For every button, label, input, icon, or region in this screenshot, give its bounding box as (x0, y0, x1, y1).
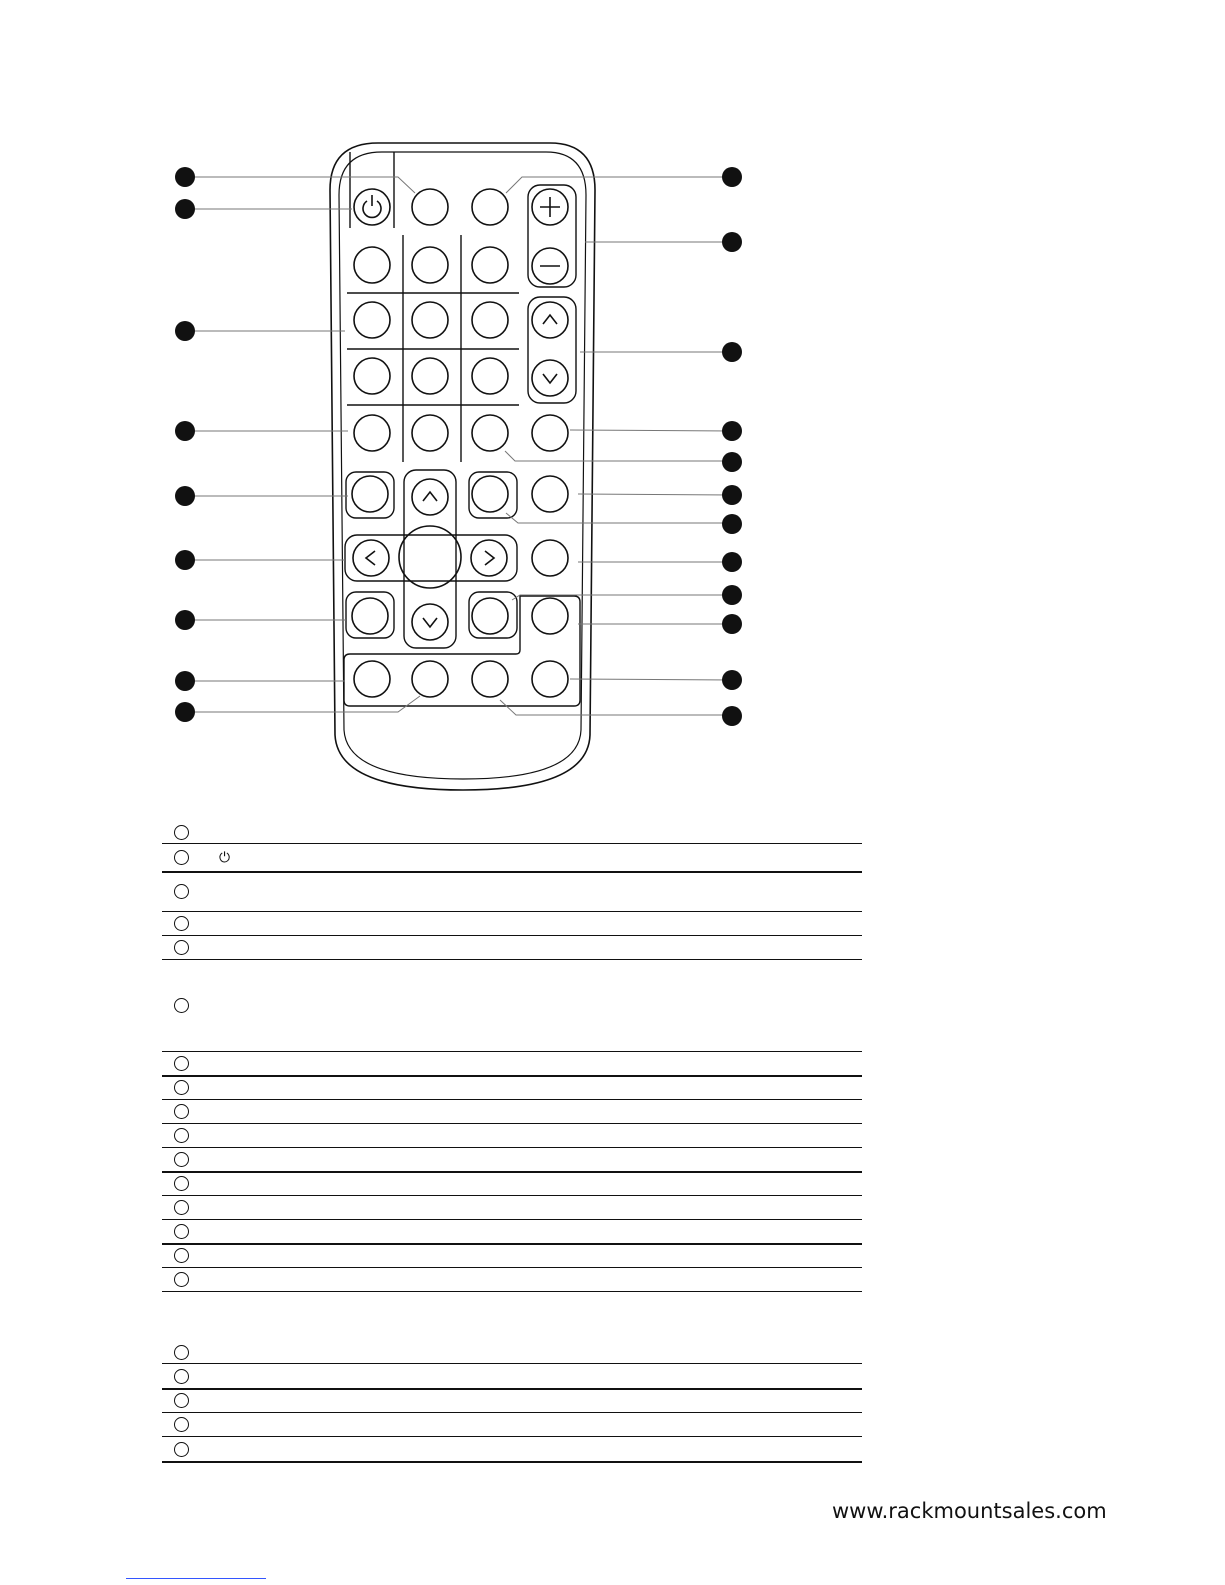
button-circle (412, 302, 448, 338)
volume-down-button[interactable] (532, 248, 568, 284)
function-button[interactable] (532, 661, 568, 697)
table-row (162, 1221, 862, 1243)
button-circle (532, 415, 568, 451)
row-divider (162, 1436, 862, 1437)
row-divider (162, 1291, 862, 1292)
callout-marker (175, 702, 195, 722)
row-number-circle (174, 1080, 189, 1095)
button-circle (354, 415, 390, 451)
remote-buttons (352, 189, 568, 697)
row-number-circle (174, 1128, 189, 1143)
remote-inner-outline (339, 152, 586, 779)
button-circle (472, 247, 508, 283)
row-number-circle (174, 1104, 189, 1119)
table-row (162, 822, 862, 843)
keypad-grid (347, 235, 519, 462)
callout-marker (175, 321, 195, 341)
callout-marker (175, 550, 195, 570)
table-row (162, 937, 862, 959)
table-row (162, 1173, 862, 1195)
function-button[interactable] (472, 661, 508, 697)
row-number-circle (174, 1417, 189, 1432)
remote-outline (330, 143, 595, 790)
callout-marker (175, 421, 195, 441)
digit-button[interactable] (472, 302, 508, 338)
digit-button[interactable] (472, 247, 508, 283)
table-row (162, 1269, 862, 1291)
row-number-circle (174, 1248, 189, 1263)
row-divider (162, 1099, 862, 1100)
function-button[interactable] (352, 598, 388, 634)
function-button[interactable] (532, 415, 568, 451)
table-row (162, 1438, 862, 1461)
button-circle (532, 476, 568, 512)
bottom-link-underline (126, 1578, 266, 1579)
callout-marker (175, 486, 195, 506)
button-circle (532, 302, 568, 338)
digit-button[interactable] (412, 415, 448, 451)
row-number-circle (174, 1369, 189, 1384)
callout-marker (722, 452, 742, 472)
table-row (162, 845, 862, 871)
button-circle (412, 661, 448, 697)
button-circle (472, 302, 508, 338)
row-divider (162, 1195, 862, 1196)
table-row (162, 1197, 862, 1219)
function-button[interactable] (472, 598, 508, 634)
button-circle (354, 247, 390, 283)
callout-markers (175, 167, 742, 726)
row-description: ⏻ (219, 849, 231, 865)
callout-marker (722, 342, 742, 362)
callout-marker (175, 199, 195, 219)
chevron-up-icon (543, 315, 557, 324)
plus-icon (540, 197, 560, 217)
callout-marker (175, 610, 195, 630)
table-row (162, 1414, 862, 1436)
digit-button[interactable] (354, 415, 390, 451)
chevron-right-icon (485, 551, 494, 565)
remote-control (330, 143, 595, 790)
input-button[interactable] (412, 189, 448, 225)
button-group-frame (345, 535, 517, 581)
digit-button[interactable] (412, 302, 448, 338)
row-divider (162, 911, 862, 912)
callout-marker (722, 232, 742, 252)
callout-marker (722, 614, 742, 634)
button-circle (412, 358, 448, 394)
button-circle (532, 661, 568, 697)
row-divider (162, 1123, 862, 1124)
menu-button[interactable] (472, 189, 508, 225)
button-circle (472, 476, 508, 512)
row-divider (162, 1051, 862, 1052)
digit-button[interactable] (354, 302, 390, 338)
callout-marker (722, 670, 742, 690)
button-circle (412, 247, 448, 283)
function-button[interactable] (532, 598, 568, 634)
table-row (162, 960, 862, 1051)
row-number-circle (174, 1224, 189, 1239)
table-row (162, 872, 862, 911)
nav-right-button[interactable] (471, 540, 507, 576)
button-circle (352, 598, 388, 634)
power-button[interactable] (354, 189, 390, 225)
button-circle (412, 189, 448, 225)
chevron-up-icon (423, 492, 437, 501)
callout-marker (722, 706, 742, 726)
table-row (162, 1053, 862, 1075)
row-divider (162, 1147, 862, 1148)
function-button[interactable] (532, 476, 568, 512)
button-circle (472, 189, 508, 225)
callout-marker (175, 671, 195, 691)
button-circle (412, 604, 448, 640)
function-button[interactable] (532, 540, 568, 576)
page-up-button[interactable] (532, 302, 568, 338)
button-groups (344, 152, 580, 706)
button-circle (354, 189, 390, 225)
chevron-down-icon (423, 618, 437, 627)
leader-line (578, 494, 732, 495)
volume-up-button[interactable] (532, 189, 568, 225)
digit-button[interactable] (412, 358, 448, 394)
function-button[interactable] (472, 476, 508, 512)
row-number-circle (174, 1152, 189, 1167)
chevron-down-icon (543, 374, 557, 383)
function-button[interactable] (352, 476, 388, 512)
callout-marker (722, 552, 742, 572)
callout-marker (175, 167, 195, 187)
nav-up-button[interactable] (412, 479, 448, 515)
button-circle (472, 598, 508, 634)
row-number-circle (174, 1393, 189, 1408)
button-circle (472, 358, 508, 394)
button-circle (353, 540, 389, 576)
row-divider (162, 1461, 862, 1463)
button-group-frame (346, 592, 394, 638)
table-row (162, 1149, 862, 1171)
function-button[interactable] (354, 661, 390, 697)
function-button[interactable] (412, 661, 448, 697)
row-number-circle (174, 998, 189, 1013)
button-circle (532, 540, 568, 576)
button-circle (354, 358, 390, 394)
button-group-frame (346, 472, 394, 518)
button-circle (471, 540, 507, 576)
row-number-circle (174, 940, 189, 955)
nav-down-button[interactable] (412, 604, 448, 640)
table-row (162, 1245, 862, 1267)
row-number-circle (174, 1200, 189, 1215)
row-divider (162, 935, 862, 936)
table-row (162, 1077, 862, 1099)
button-circle (354, 302, 390, 338)
row-number-circle (174, 884, 189, 899)
table-row (162, 1101, 862, 1123)
button-circle (354, 661, 390, 697)
table-row (162, 1366, 862, 1388)
button-circle (412, 479, 448, 515)
button-circle (532, 598, 568, 634)
row-number-circle (174, 1345, 189, 1360)
digit-button[interactable] (472, 358, 508, 394)
row-number-circle (174, 1176, 189, 1191)
row-number-circle (174, 1272, 189, 1287)
button-circle (352, 476, 388, 512)
digit-button[interactable] (412, 247, 448, 283)
leader-line (570, 430, 732, 431)
callout-marker (722, 514, 742, 534)
leader-line (500, 700, 732, 715)
row-divider (162, 1219, 862, 1220)
leader-line (570, 679, 732, 680)
footer-url: www.rackmountsales.com (832, 1499, 1107, 1523)
row-number-circle (174, 850, 189, 865)
table-row (162, 913, 862, 935)
button-group-frame (528, 185, 576, 287)
row-number-circle (174, 1056, 189, 1071)
row-number-circle (174, 1442, 189, 1457)
callout-marker (722, 167, 742, 187)
table-row (162, 1342, 862, 1363)
button-circle (472, 661, 508, 697)
row-divider (162, 1267, 862, 1268)
leader-line (506, 513, 732, 523)
button-circle (532, 360, 568, 396)
row-number-circle (174, 825, 189, 840)
page-down-button[interactable] (532, 360, 568, 396)
callout-marker (722, 421, 742, 441)
digit-button[interactable] (472, 415, 508, 451)
digit-button[interactable] (354, 358, 390, 394)
chevron-left-icon (366, 551, 375, 565)
leader-line (505, 451, 732, 461)
table-row (162, 1125, 862, 1147)
button-circle (472, 415, 508, 451)
row-divider (162, 1363, 862, 1364)
button-circle (412, 415, 448, 451)
callout-marker (722, 485, 742, 505)
button-group-frame (344, 596, 580, 706)
leader-line (185, 696, 420, 712)
digit-button[interactable] (354, 247, 390, 283)
row-divider (162, 1412, 862, 1413)
table-row (162, 1390, 862, 1412)
callout-leader-lines (185, 177, 732, 715)
row-number-circle (174, 916, 189, 931)
row-divider (162, 843, 862, 844)
callout-marker (722, 585, 742, 605)
nav-left-button[interactable] (353, 540, 389, 576)
